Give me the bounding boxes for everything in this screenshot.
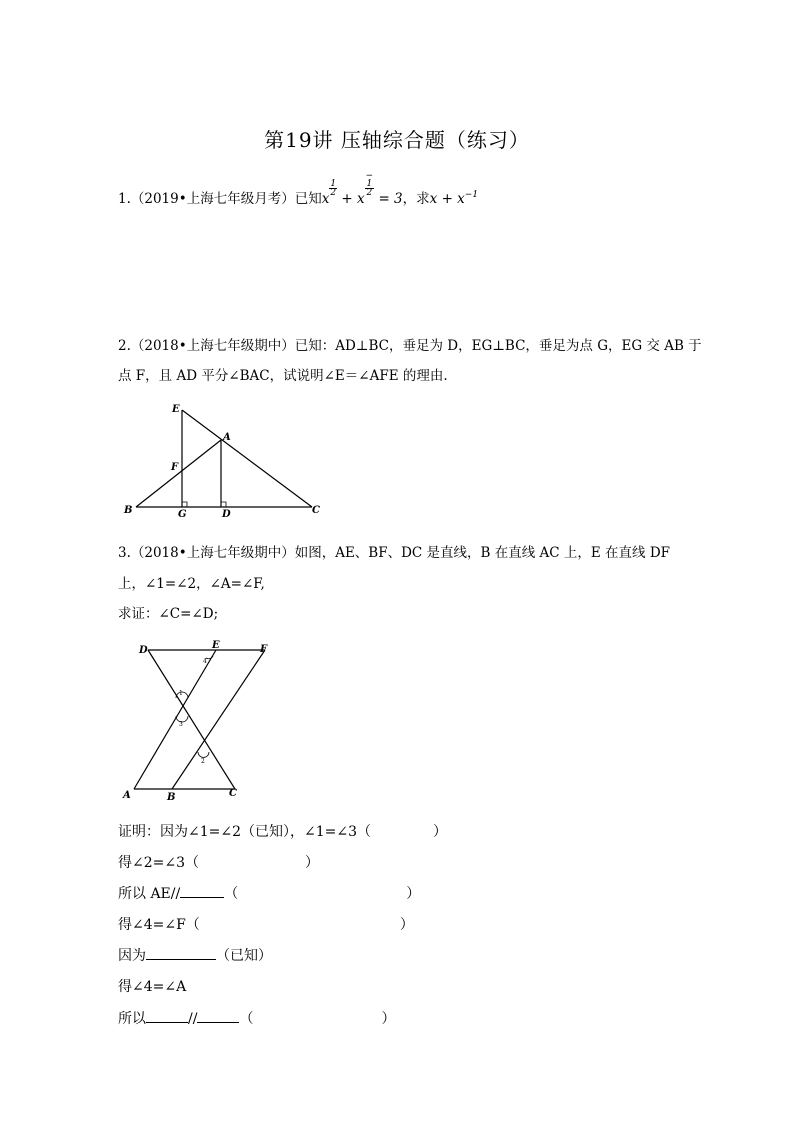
q1-tail: ，求 [402, 191, 430, 207]
blank-3a[interactable] [180, 884, 224, 898]
q3-line-2: 上，∠1=∠2，∠A=∠F, [118, 576, 265, 592]
q1-prefix: 1.（2019•上海七年级月考）已知 [118, 191, 322, 207]
q3-line-1: 3.（2018•上海七年级期中）如图，AE、BF、DC 是直线，B 在直线 AC 上，E 在直线 DF [118, 545, 671, 561]
arc-angle-2 [198, 752, 209, 758]
q2-line-2: 点 F，且 AD 平分∠BAC，试说明∠E＝∠AFE 的理由. [118, 368, 448, 384]
label-angle-2: 2 [201, 758, 205, 765]
q1-target: $x + x^{-1}$ [429, 190, 479, 207]
label-c: C [229, 788, 237, 799]
label-c: C [312, 505, 320, 516]
segment-ec [182, 410, 312, 507]
label-e: E [212, 640, 220, 651]
question-1 [118, 172, 478, 207]
segment-bf [172, 650, 265, 789]
proof-line-1: 证明：因为∠1=∠2（已知），∠1=∠3（ ） [118, 824, 448, 840]
label-e: E [172, 404, 180, 415]
label-angle-1: 1 [179, 690, 183, 697]
label-f: F [171, 462, 179, 473]
label-g: G [178, 509, 187, 520]
blank-7b[interactable] [197, 1009, 239, 1023]
proof-line-4: 得∠4=∠F（ ） [118, 917, 414, 933]
right-angle-d [221, 502, 226, 507]
q1-expression: x $\frac{1}{2}$ + x − 1 2 = 3 [321, 171, 403, 207]
q2-figure [110, 395, 340, 525]
q3-figure [115, 636, 280, 806]
page-title: 第19讲 压轴综合题（练习） [264, 128, 530, 152]
label-f: F [260, 644, 268, 655]
label-d: D [139, 645, 148, 656]
q3-line-3: 求证：∠C=∠D; [118, 606, 219, 622]
label-angle-3: 3 [179, 721, 183, 728]
proof-line-3: 所以 AE// （ ） [118, 886, 421, 902]
label-d: D [222, 509, 231, 520]
label-a: A [223, 432, 231, 443]
label-b: B [124, 505, 133, 516]
segment-ba [136, 440, 221, 507]
proof-line-7: 所以 // （ ） [118, 1011, 396, 1027]
q2-line-1: 2.（2018•上海七年级期中）已知：AD⊥BC，垂足为 D，EG⊥BC，垂足为点 G，EG 交 AB 于 [118, 338, 702, 354]
segment-dc [148, 650, 235, 789]
label-a: A [123, 790, 131, 801]
proof-line-5: 因为 （已知） [118, 948, 272, 964]
right-angle-g [182, 502, 187, 507]
blank-7a[interactable] [146, 1009, 188, 1023]
label-angle-4: 4 [203, 658, 207, 665]
proof-line-2: 得∠2=∠3（ ） [118, 855, 320, 871]
proof-line-6: 得∠4=∠A [118, 979, 187, 995]
blank-5[interactable] [146, 946, 216, 960]
segment-ae [134, 650, 216, 789]
label-b: B [167, 792, 176, 803]
